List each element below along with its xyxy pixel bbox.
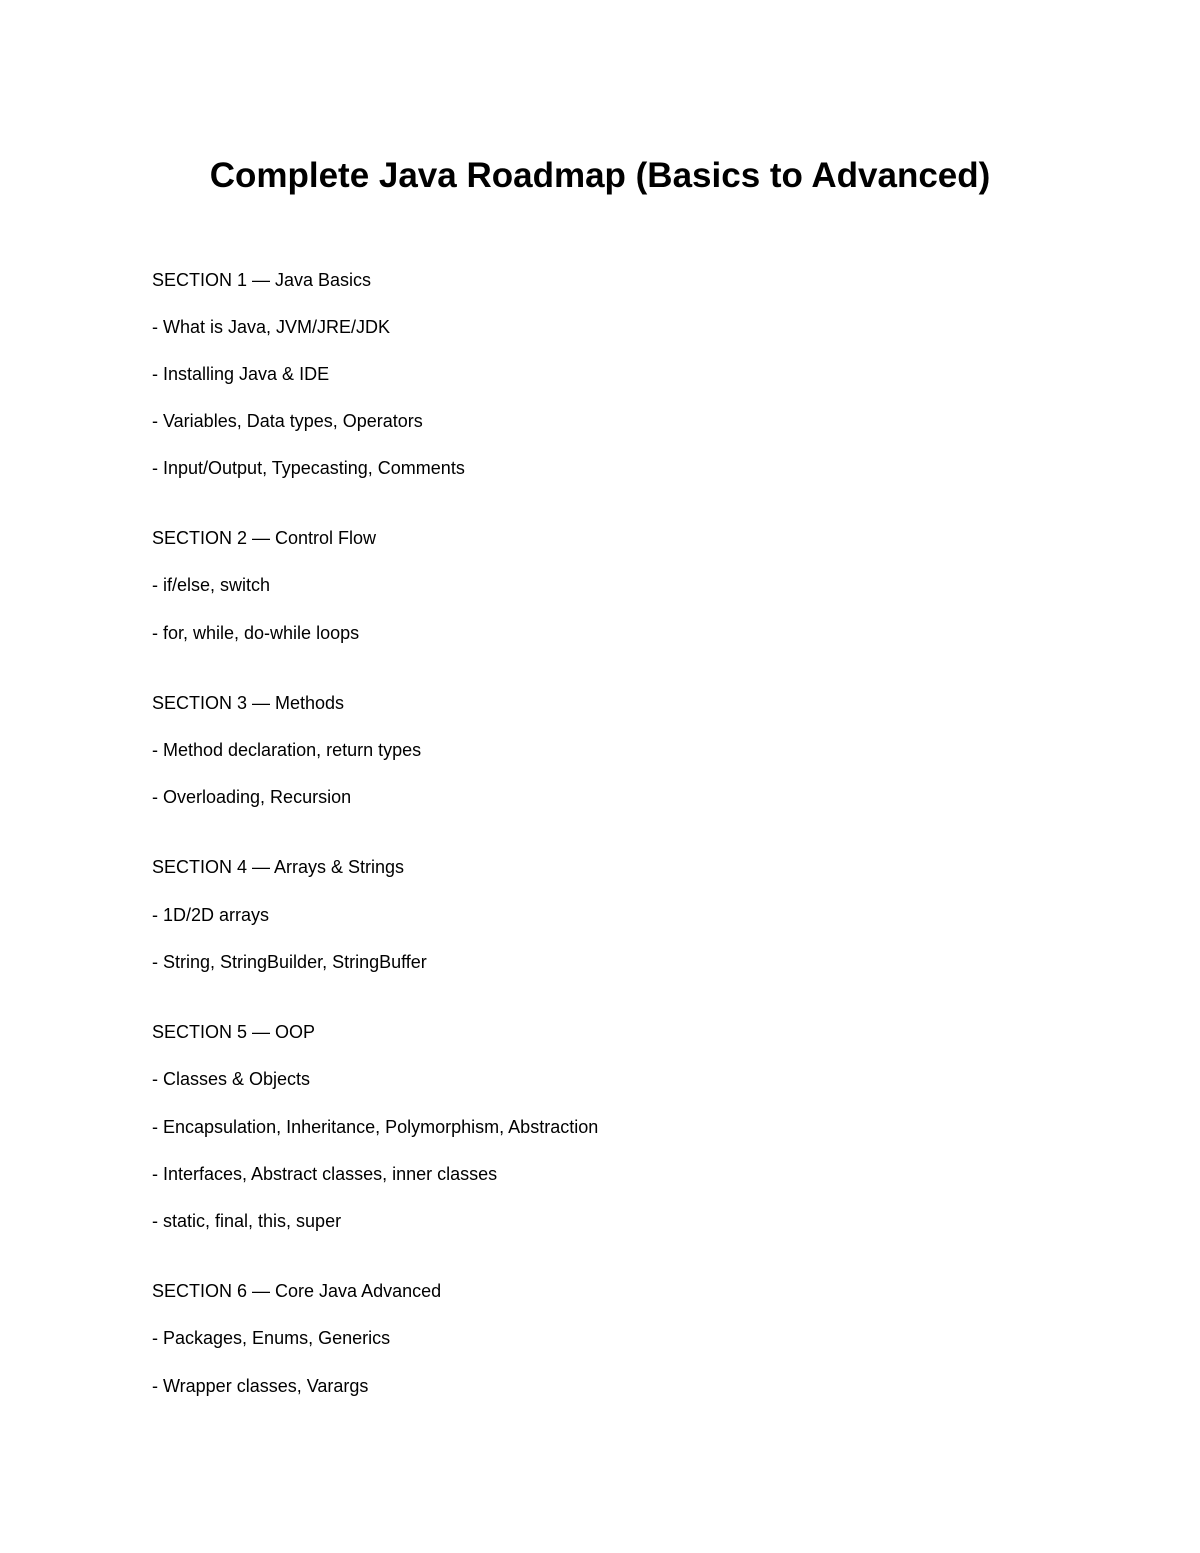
list-item: - Installing Java & IDE: [152, 364, 330, 384]
list-item: - Packages, Enums, Generics: [152, 1328, 391, 1348]
section-heading-6: SECTION 6 — Core Java Advanced: [152, 1281, 442, 1301]
section-heading-4: SECTION 4 — Arrays & Strings: [152, 857, 405, 877]
list-item: - Wrapper classes, Varargs: [152, 1376, 369, 1396]
list-item: - for, while, do-while loops: [152, 623, 360, 643]
list-item: - Interfaces, Abstract classes, inner classes: [152, 1164, 498, 1184]
list-item: - Variables, Data types, Operators: [152, 411, 423, 431]
list-item: - Classes & Objects: [152, 1069, 311, 1089]
section-heading-3: SECTION 3 — Methods: [152, 693, 345, 713]
list-item: - Encapsulation, Inheritance, Polymorphism, Abstraction: [152, 1117, 599, 1137]
section-heading-1: SECTION 1 — Java Basics: [152, 270, 372, 290]
list-item: - Overloading, Recursion: [152, 787, 352, 807]
section-heading-5: SECTION 5 — OOP: [152, 1022, 316, 1042]
list-item: - static, final, this, super: [152, 1211, 342, 1231]
list-item: - String, StringBuilder, StringBuffer: [152, 952, 427, 972]
list-item: - 1D/2D arrays: [152, 905, 270, 925]
list-item: - Method declaration, return types: [152, 740, 422, 760]
list-item: - What is Java, JVM/JRE/JDK: [152, 317, 391, 337]
page-title: Complete Java Roadmap (Basics to Advanced): [209, 156, 991, 195]
list-item: - Input/Output, Typecasting, Comments: [152, 458, 465, 478]
section-heading-2: SECTION 2 — Control Flow: [152, 528, 377, 548]
list-item: - if/else, switch: [152, 575, 271, 595]
